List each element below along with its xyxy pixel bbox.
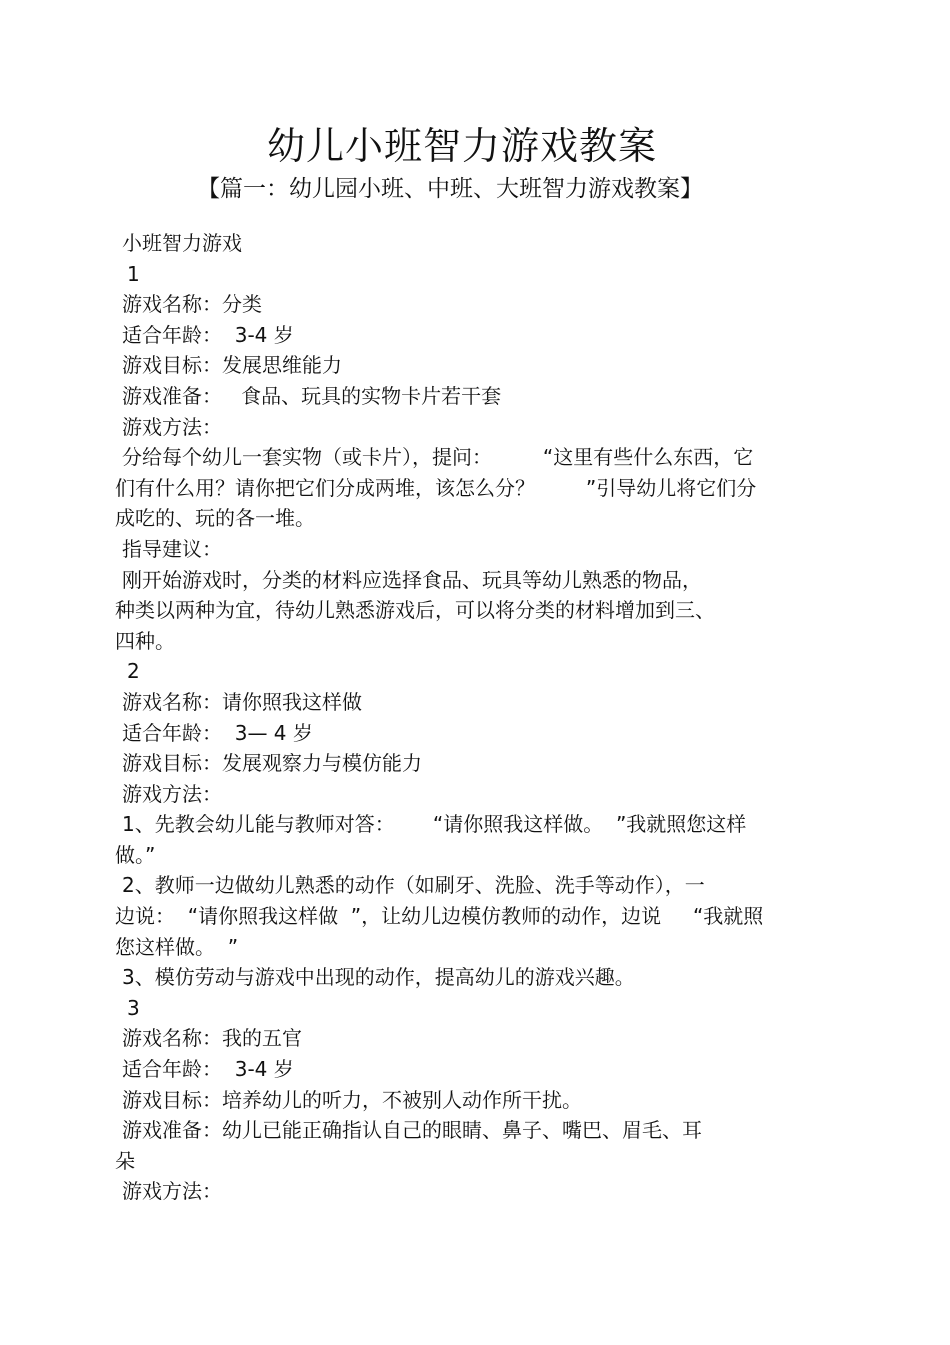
game-prep: 游戏准备：幼儿已能正确指认自己的眼睛、鼻子、嘴巴、眉毛、耳	[122, 1118, 702, 1143]
game-method-label: 游戏方法：	[122, 781, 222, 806]
paragraph-line: 成吃的、玩的各一堆。	[115, 506, 315, 531]
game-prep: 游戏准备： 食品、玩具的实物卡片若干套	[122, 383, 502, 408]
paragraph-line: 种类以两种为宜，待幼儿熟悉游戏后，可以将分类的材料增加到三、	[115, 598, 715, 623]
paragraph-line: 朵	[115, 1148, 135, 1173]
paragraph-line: 刚开始游戏时，分类的材料应选择食品、玩具等幼儿熟悉的物品，	[122, 567, 702, 592]
game-name: 游戏名称：请你照我这样做	[122, 689, 362, 714]
paragraph-line: 2、教师一边做幼儿熟悉的动作（如刷牙、洗脸、洗手等动作），一	[122, 873, 705, 898]
game-goal: 游戏目标：发展思维能力	[122, 353, 342, 378]
game-method-label: 游戏方法：	[122, 414, 222, 439]
document-title: 幼儿小班智力游戏教案	[266, 124, 657, 168]
section-heading: 小班智力游戏	[122, 231, 242, 255]
game-goal: 游戏目标：培养幼儿的听力，不被别人动作所干扰。	[122, 1087, 582, 1112]
paragraph-line: 四种。	[115, 628, 175, 653]
document-body	[115, 228, 835, 1207]
game-number: 2	[127, 659, 140, 684]
paragraph-line: 3、模仿劳动与游戏中出现的动作，提高幼儿的游戏兴趣。	[122, 965, 635, 990]
game-name: 游戏名称：分类	[122, 292, 262, 317]
paragraph-line: 您这样做。 ”	[115, 934, 239, 959]
game-name: 游戏名称：我的五官	[122, 1026, 302, 1051]
game-number: 3	[127, 995, 140, 1020]
game-number: 1	[127, 261, 140, 286]
paragraph-line: 边说： “请你照我这样做 ”，让幼儿边模仿教师的动作，边说 “我就照	[115, 904, 764, 929]
guidance-label: 指导建议：	[122, 536, 222, 561]
game-age: 适合年龄： 3-4 岁	[122, 322, 294, 347]
paragraph-line: 们有什么用？请你把它们分成两堆，该怎么分？ ”引导幼儿将它们分	[115, 475, 757, 500]
paragraph-line: 做。”	[115, 842, 156, 867]
game-goal: 游戏目标：发展观察力与模仿能力	[122, 751, 422, 776]
paragraph-line: 1、先教会幼儿能与教师对答： “请你照我这样做。 ”我就照您这样	[122, 812, 747, 837]
paragraph-line: 分给每个幼儿一套实物（或卡片），提问： “这里有些什么东西，它	[122, 445, 754, 470]
game-age: 适合年龄： 3-4 岁	[122, 1057, 294, 1082]
game-method-label: 游戏方法：	[122, 1179, 222, 1204]
game-age: 适合年龄： 3— 4 岁	[122, 720, 313, 745]
document-subtitle: 【篇一：幼儿园小班、中班、大班智力游戏教案】	[197, 176, 703, 202]
